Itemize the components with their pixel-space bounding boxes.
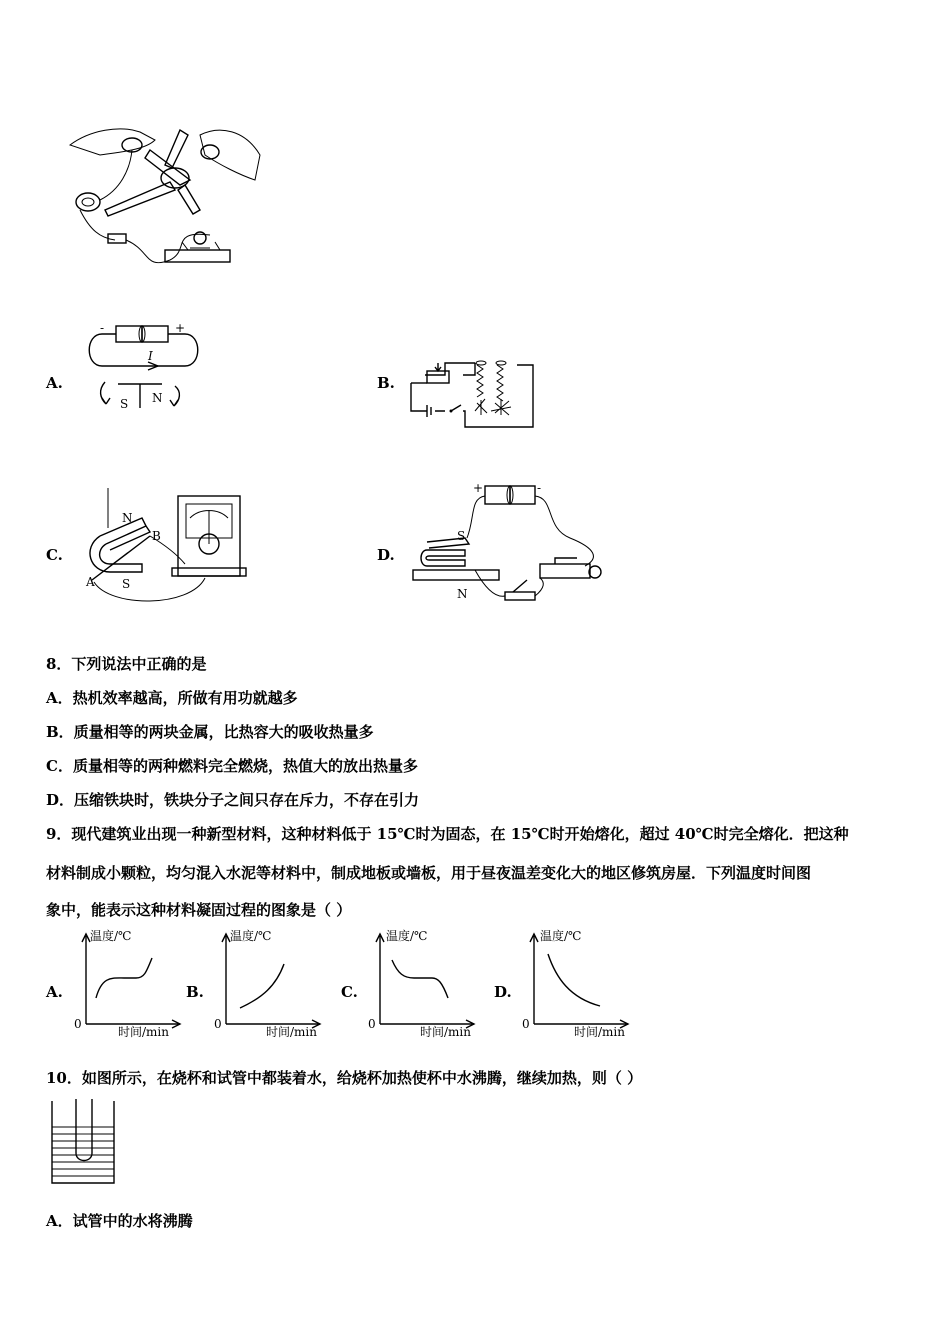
option-c-letter: C.	[46, 546, 63, 564]
label-s: S	[457, 529, 466, 543]
graph-b-letter: B.	[186, 983, 204, 1001]
label-plus: +	[175, 321, 186, 335]
option-c-diagram	[80, 488, 250, 613]
graph-a-letter: A.	[46, 983, 63, 1001]
q9-stem-line-2: 材料制成小颗粒，均匀混入水泥等材料中，制成地板或墙板，用于昼夜温差变化大的地区修筑房屋．下列温度时间图	[46, 864, 812, 882]
label-plus: +	[473, 481, 484, 495]
q8-option-c: C．质量相等的两种燃料完全燃烧，热值大的放出热量多	[46, 757, 418, 775]
q8-stem: 8．下列说法中正确的是	[46, 655, 207, 673]
graph-c-ylabel: 温度/℃	[386, 929, 428, 943]
q9-stem-line-1: 9．现代建筑业出现一种新型材料，这种材料低于 15℃时为固态，在 15℃时开始熔化，超过 40℃时完全熔化．把这种	[46, 825, 849, 843]
label-current: I	[148, 349, 153, 363]
graph-c-origin: 0	[368, 1017, 376, 1031]
graph-a-ylabel: 温度/℃	[90, 929, 132, 943]
q10-option-a: A．试管中的水将沸腾	[46, 1212, 193, 1230]
graph-a-origin: 0	[74, 1017, 82, 1031]
label-a: A	[86, 575, 95, 589]
option-d-letter: D.	[377, 546, 395, 564]
graph-d	[520, 928, 640, 1038]
graph-d-ylabel: 温度/℃	[540, 929, 582, 943]
graph-b	[212, 928, 332, 1038]
generator-figure	[60, 110, 270, 275]
label-s: S	[122, 577, 131, 591]
option-a-letter: A.	[46, 374, 63, 392]
graph-b-xlabel: 时间/min	[266, 1025, 317, 1039]
option-b-letter: B.	[377, 374, 395, 392]
label-n: N	[122, 511, 133, 525]
beaker-test-tube-figure	[46, 1097, 121, 1189]
label-minus: -	[537, 481, 542, 495]
label-n: N	[152, 391, 163, 405]
graph-a-xlabel: 时间/min	[118, 1025, 169, 1039]
graph-b-ylabel: 温度/℃	[230, 929, 272, 943]
option-b-diagram	[405, 355, 540, 430]
label-minus: -	[100, 321, 105, 335]
graph-c-xlabel: 时间/min	[420, 1025, 471, 1039]
option-d-diagram	[405, 478, 610, 613]
label-s: S	[120, 397, 129, 411]
q10-stem: 10．如图所示，在烧杯和试管中都装着水，给烧杯加热使杯中水沸腾，继续加热，则（ ）	[46, 1069, 643, 1087]
option-a-diagram	[80, 318, 210, 418]
graph-d-xlabel: 时间/min	[574, 1025, 625, 1039]
q8-option-b: B．质量相等的两块金属，比热容大的吸收热量多	[46, 723, 374, 741]
graph-c-letter: C.	[341, 983, 358, 1001]
graph-b-origin: 0	[214, 1017, 222, 1031]
q9-stem-line-3: 象中，能表示这种材料凝固过程的图象是（ ）	[46, 901, 352, 919]
graph-d-origin: 0	[522, 1017, 530, 1031]
graph-c	[366, 928, 486, 1038]
graph-a	[72, 928, 192, 1038]
label-b: B	[152, 529, 161, 543]
q8-option-d: D．压缩铁块时，铁块分子之间只存在斥力，不存在引力	[46, 791, 420, 809]
q8-option-a: A．热机效率越高，所做有用功就越多	[46, 689, 298, 707]
label-n: N	[457, 587, 468, 601]
graph-d-letter: D.	[494, 983, 512, 1001]
